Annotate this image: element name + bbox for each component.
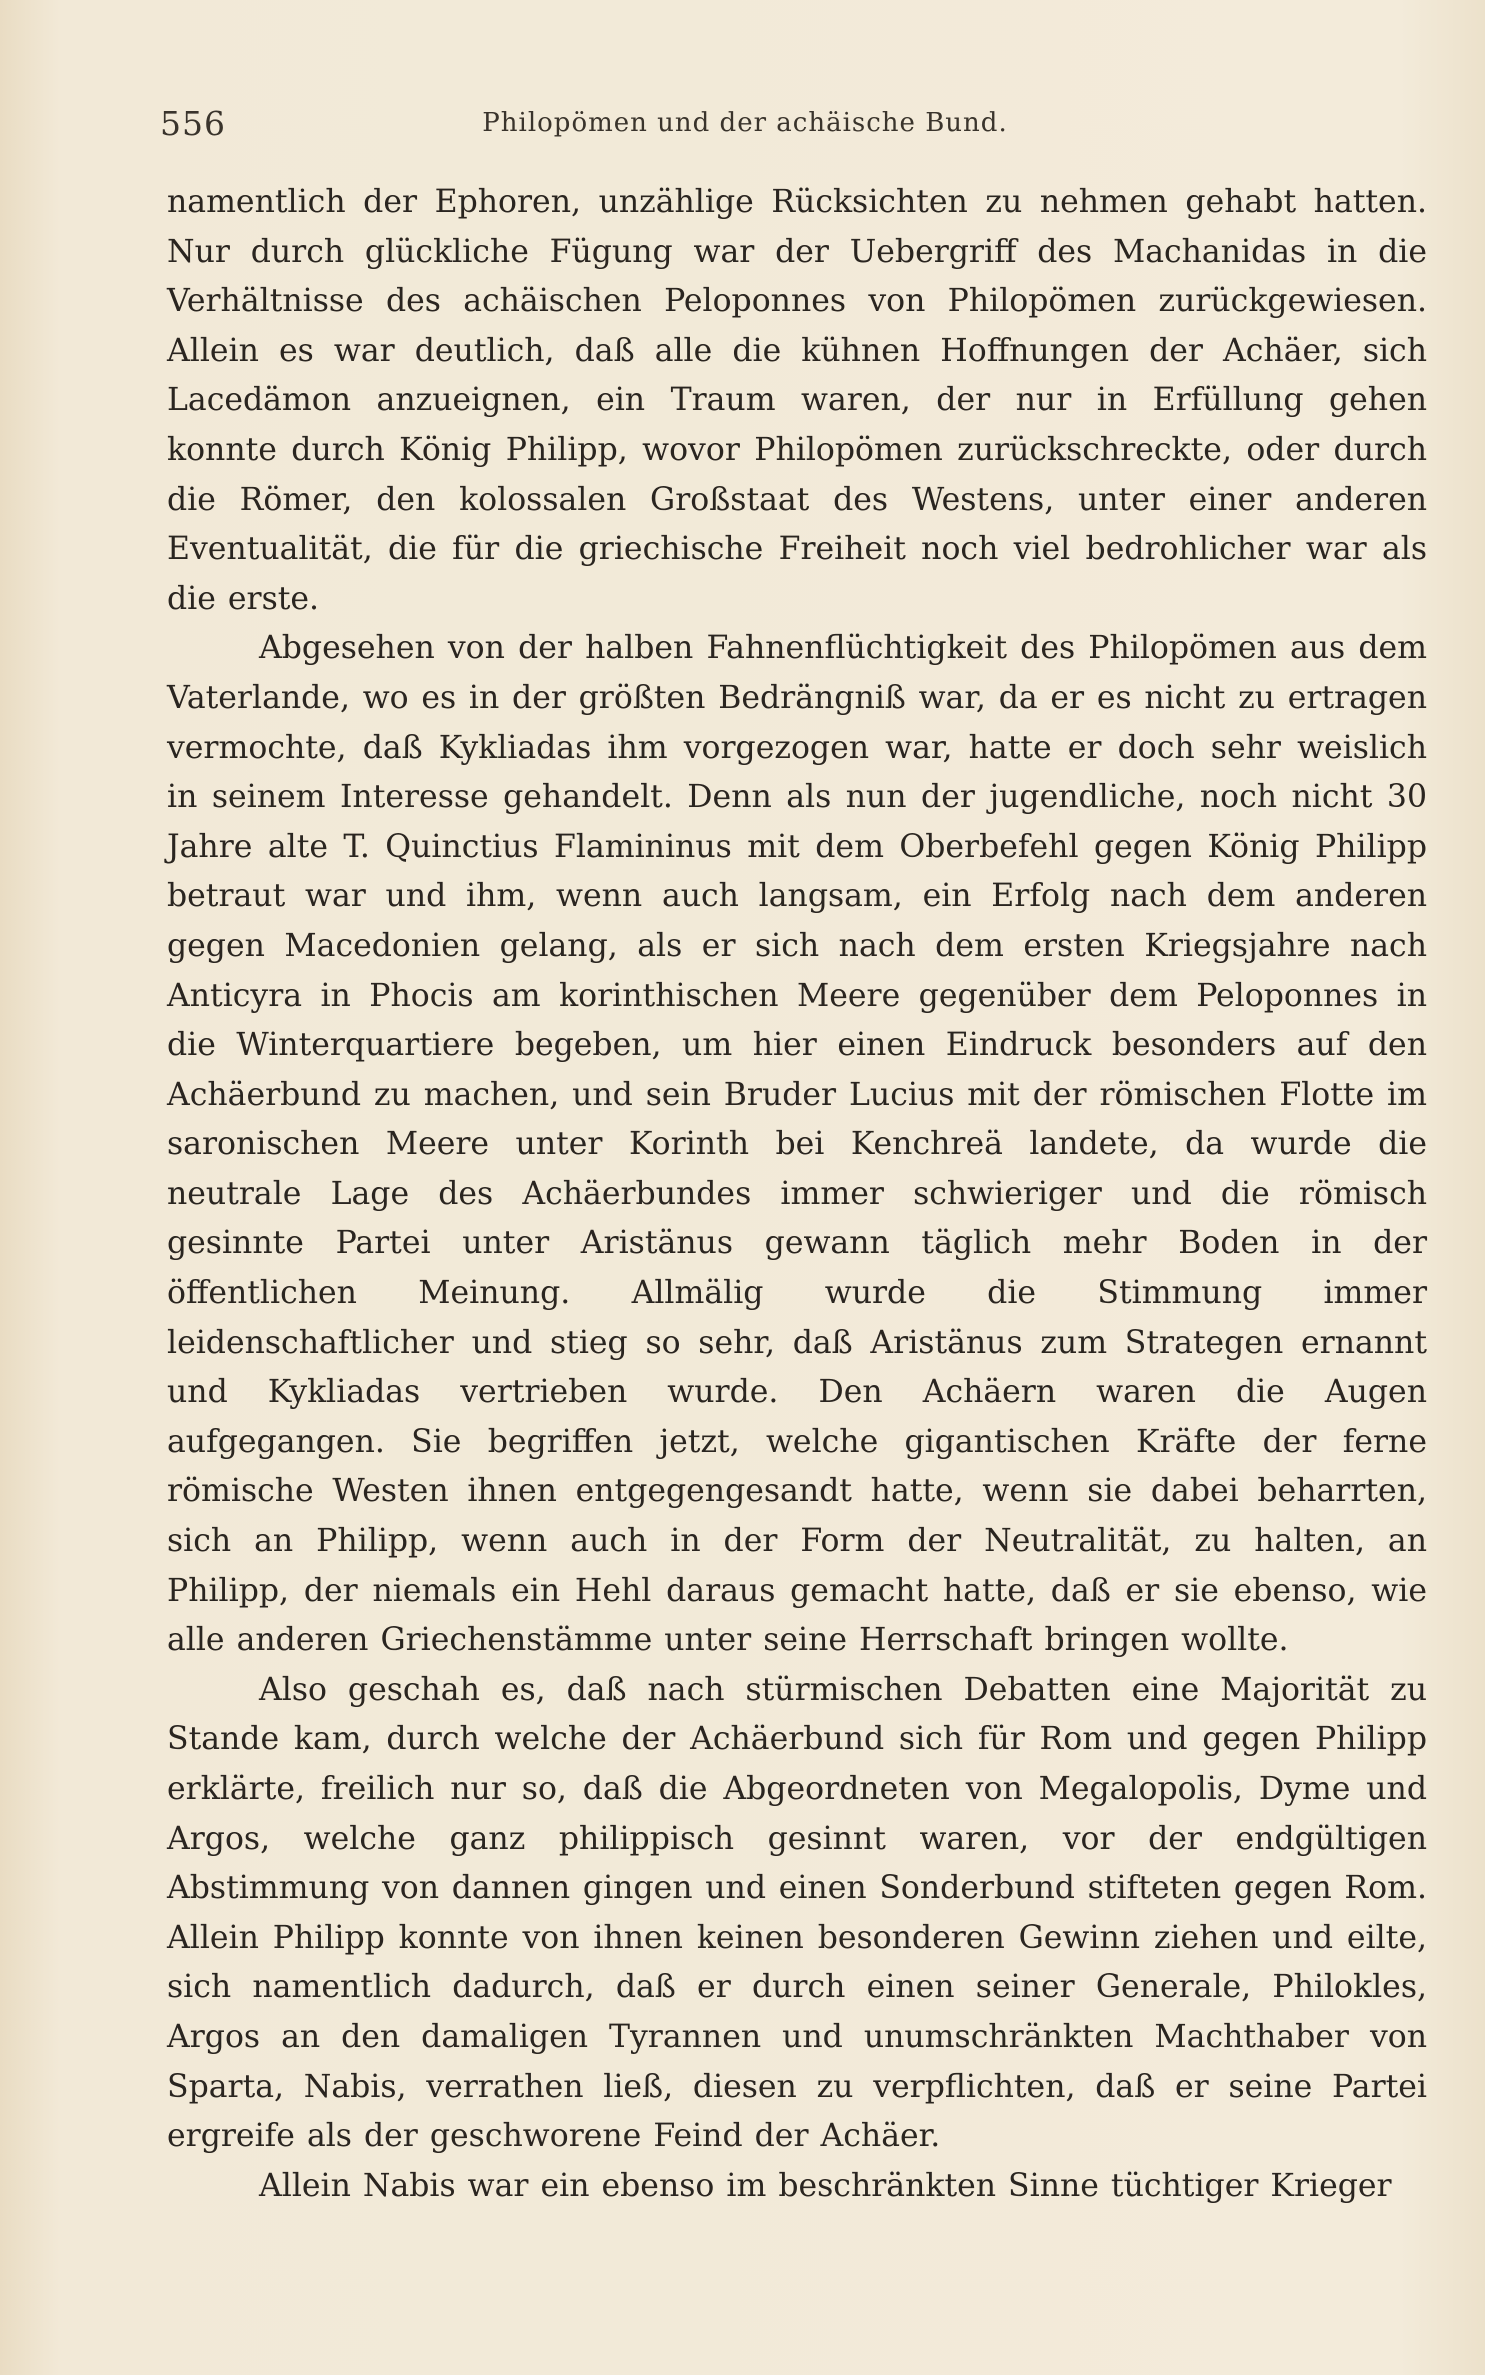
paragraph-continuation: namentlich der Ephoren, unzählige Rücksichten zu nehmen gehabt hatten. Nur durch glückliche Fügung war der Uebergriff des Machanidas in die Verhältnisse des achäischen Peloponnes von Philopömen zurückgewiesen. Allein es war deutlich, daß alle die kühnen Hoffnungen der Achäer, sich Lacedämon anzueignen, ein Traum waren, der nur in Erfüllung gehen konnte durch König Philipp, wovor Philopömen zurückschreckte, oder durch die Römer, den kolossalen Großstaat des Westens, unter einer anderen Eventualität, die für die griechische Freiheit noch viel bedrohlicher war als die erste.: [167, 184, 1427, 617]
body-text: [167, 178, 1427, 2211]
page-header: [160, 104, 1330, 154]
paragraph: Abgesehen von der halben Fahnenflüchtigkeit des Philopömen aus dem Vaterlande, wo es in der größten Bedrängniß war, da er es nicht zu ertragen vermochte, daß Kykliadas ihm vorgezogen war, hatte er doch sehr weislich in seinem Interesse gehandelt. Denn als nun der jugendliche, noch nicht 30 Jahre alte T. Quinctius Flamininus mit dem Oberbefehl gegen König Philipp betraut war und ihm, wenn auch langsam, ein Erfolg nach dem anderen gegen Macedonien gelang, als er sich nach dem ersten Kriegsjahre nach Anticyra in Phocis am korinthischen Meere gegenüber dem Peloponnes in die Winterquartiere begeben, um hier einen Eindruck besonders auf den Achäerbund zu machen, und sein Bruder Lucius mit der römischen Flotte im saronischen Meere unter Korinth bei Kenchreä landete, da wurde die neutrale Lage des Achäerbundes immer schwieriger und die römisch gesinnte Partei unter Aristänus gewann täglich mehr Boden in der öffentlichen Meinung. Allmälig wurde die Stimmung immer leidenschaftlicher und stieg so sehr, daß Aristänus zum Strategen ernannt und Kykliadas vertrieben wurde. Den Achäern waren die Augen aufgegangen. Sie begriffen jetzt, welche gigantischen Kräfte der ferne römische Westen ihnen entgegengesandt hatte, wenn sie dabei beharrten, sich an Philipp, wenn auch in der Form der Neutralität, zu halten, an Philipp, der niemals ein Hehl daraus gemacht hatte, daß er sie ebenso, wie alle anderen Griechenstämme unter seine Herrschaft bringen wollte.: [167, 630, 1427, 1659]
paragraph: Allein Nabis war ein ebenso im beschränkten Sinne tüchtiger Krieger: [259, 2167, 1392, 2204]
running-title: Philopömen und der achäische Bund.: [482, 108, 1008, 138]
paragraph: Also geschah es, daß nach stürmischen Debatten eine Majorität zu Stande kam, durch welche der Achäerbund sich für Rom und gegen Philipp erklärte, freilich nur so, daß die Abgeordneten von Megalopolis, Dyme und Argos, welche ganz philippisch gesinnt waren, vor der endgültigen Abstimmung von dannen gingen und einen Sonderbund stifteten gegen Rom. Allein Philipp konnte von ihnen keinen besonderen Gewinn ziehen und eilte, sich namentlich dadurch, daß er durch einen seiner Generale, Philokles, Argos an den damaligen Tyrannen und unumschränkten Machthaber von Sparta, Nabis, verrathen ließ, diesen zu verpflichten, daß er seine Partei ergreife als der geschworene Feind der Achäer.: [167, 1671, 1427, 2155]
page-number: 556: [160, 104, 226, 143]
